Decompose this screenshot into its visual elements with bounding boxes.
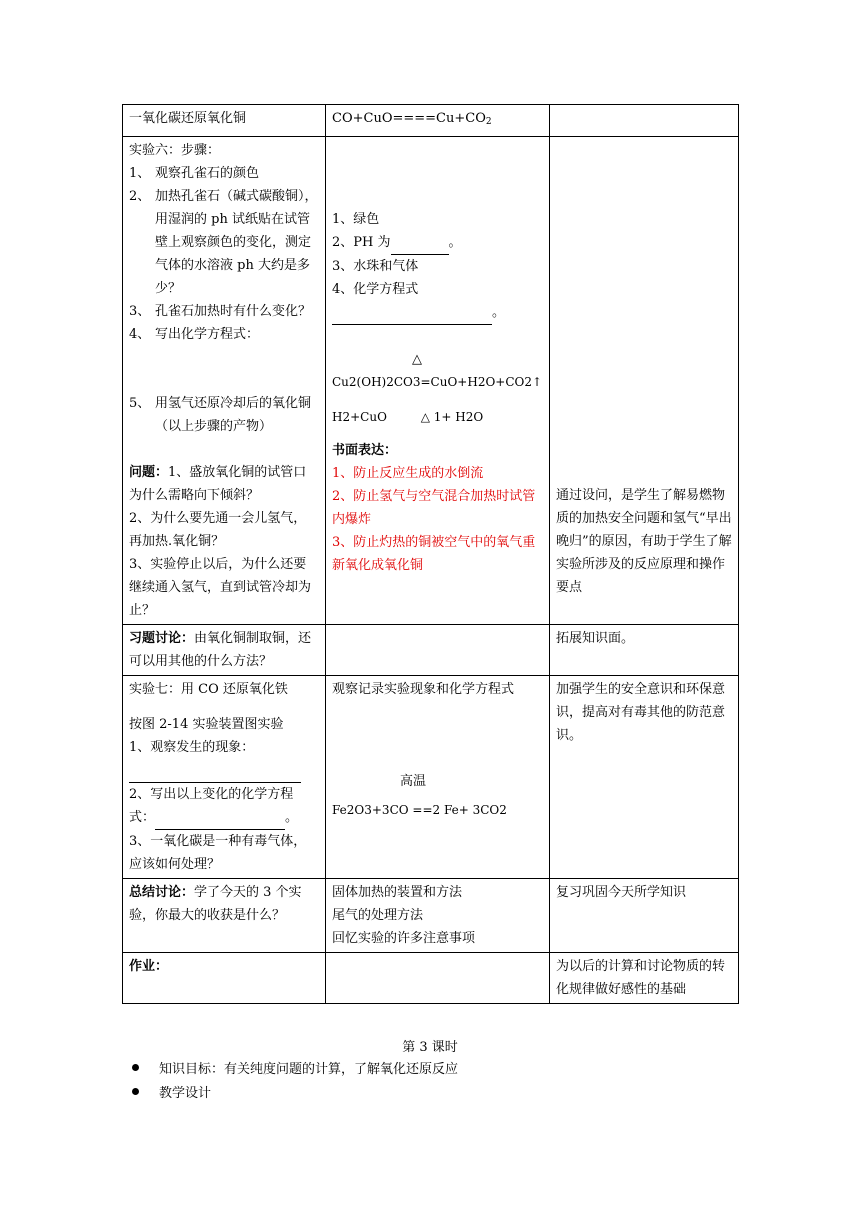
table-row — [123, 105, 739, 137]
list-item: 教学设计 — [132, 1082, 211, 1101]
answer-item: 3、水珠和气体 — [332, 259, 419, 274]
lesson-heading: 第 3 课时 — [402, 1040, 458, 1055]
cell-experiment-six — [123, 137, 326, 625]
answer-item: 4、化学方程式 — [332, 282, 419, 297]
written-label: 书面表达： — [332, 443, 398, 458]
cell-summary-points: 固体加热的装置和方法 尾气的处理方法 回忆实验的许多注意事项 — [326, 879, 550, 953]
step-item: 3、 孔雀石加热时有什么变化？ — [129, 304, 312, 319]
bullet-icon — [132, 1064, 139, 1071]
table-row — [123, 953, 739, 1004]
answer-item: 1、绿色 — [332, 212, 380, 227]
step-item: 1、 观察孔雀石的颜色 — [129, 166, 260, 181]
table-row — [123, 137, 739, 625]
cell-exercise: 习题讨论：由氧化铜制取铜，还可以用其他的什么方法？ — [123, 625, 326, 676]
cell-summary: 总结讨论：学了今天的 3 个实验，你最大的收获是什么？ — [123, 879, 326, 953]
heat-triangle: △ — [412, 352, 422, 367]
cell-answers — [326, 137, 550, 625]
cell-rationale: 加强学生的安全意识和环保意识，提高对有毒其他的防范意识。 — [550, 676, 739, 879]
cell-observation: 观察记录实验现象和化学方程式 高温 Fe2O3+3CO ==2 Fe+ 3CO2 — [326, 676, 550, 879]
cell-rationale: 通过设问，是学生了解易燃物质的加热安全问题和氢气“早出晚归”的原因，有助于学生了解实验所涉及的反应原理和操作要点 — [550, 137, 739, 625]
answer-blank: 。 — [332, 301, 543, 325]
cell-rationale: 拓展知识面。 — [550, 625, 739, 676]
cell-topic: 一氧化碳还原氧化铜 — [123, 105, 326, 137]
written-item: 2、防止氢气与空气混合加热时试管内爆炸 — [332, 489, 536, 527]
question-item: 2、为什么要先通一会儿氢气，再加热.氧化铜？ — [129, 511, 307, 549]
equation-malachite: Cu2(OH)2CO3=CuO+H2O+CO2↑ — [332, 375, 543, 389]
table-row — [123, 676, 739, 879]
step-item: 5、 用氢气还原冷却后的氧化铜（以上步骤的产物） — [129, 396, 312, 434]
bullet-icon — [132, 1088, 139, 1095]
step-item: 2、 加热孔雀石（碱式碳酸铜），用湿润的 ph 试纸贴在试管壁上观察颜色的变化，测定气体的水溶液 ph 大约是多少？ — [129, 189, 318, 296]
equation-iron: Fe2O3+3CO ==2 Fe+ 3CO2 — [332, 803, 507, 817]
written-item: 1、防止反应生成的水倒流 — [332, 466, 484, 481]
lesson-table — [122, 104, 739, 1004]
step-item: 4、 写出化学方程式： — [129, 327, 260, 342]
cell-experiment-seven: 实验七：用 CO 还原氧化铁 按图 2-14 实验装置图实验 1、观察发生的现象： 2、写出以上变化的化学方程式： 。 3、一氧化碳是一种有毒气体，应该如何处理？ — [123, 676, 326, 879]
table-row — [123, 879, 739, 953]
experiment-heading: 实验六：步骤： — [129, 143, 221, 158]
answer-item: 2、PH 为 。 — [332, 231, 543, 255]
cell-empty — [326, 625, 550, 676]
questions: 问题：1、盛放氧化铜的试管口为什么需略向下倾斜？ — [129, 465, 307, 503]
written-item: 3、防止灼热的铜被空气中的氧气重新氧化成氧化铜 — [332, 535, 536, 573]
table-row — [123, 625, 739, 676]
cell-empty — [550, 105, 739, 137]
list-item: 知识目标：有关纯度问题的计算，了解氧化还原反应 — [132, 1058, 458, 1077]
cell-homework: 作业： — [123, 953, 326, 1004]
cell-rationale: 复习巩固今天所学知识 — [550, 879, 739, 953]
cell-rationale: 为以后的计算和讨论物质的转化规律做好感性的基础 — [550, 953, 739, 1004]
equation-hydrogen: H2+CuO △ 1+ H2O — [332, 410, 484, 424]
question-item: 3、实验停止以后，为什么还要继续通入氢气，直到试管冷却为止？ — [129, 557, 312, 618]
cell-formula: $CO+CuO====Cu+CO_2$ — [326, 105, 550, 137]
condition-label: 高温 — [400, 774, 427, 789]
cell-empty — [326, 953, 550, 1004]
